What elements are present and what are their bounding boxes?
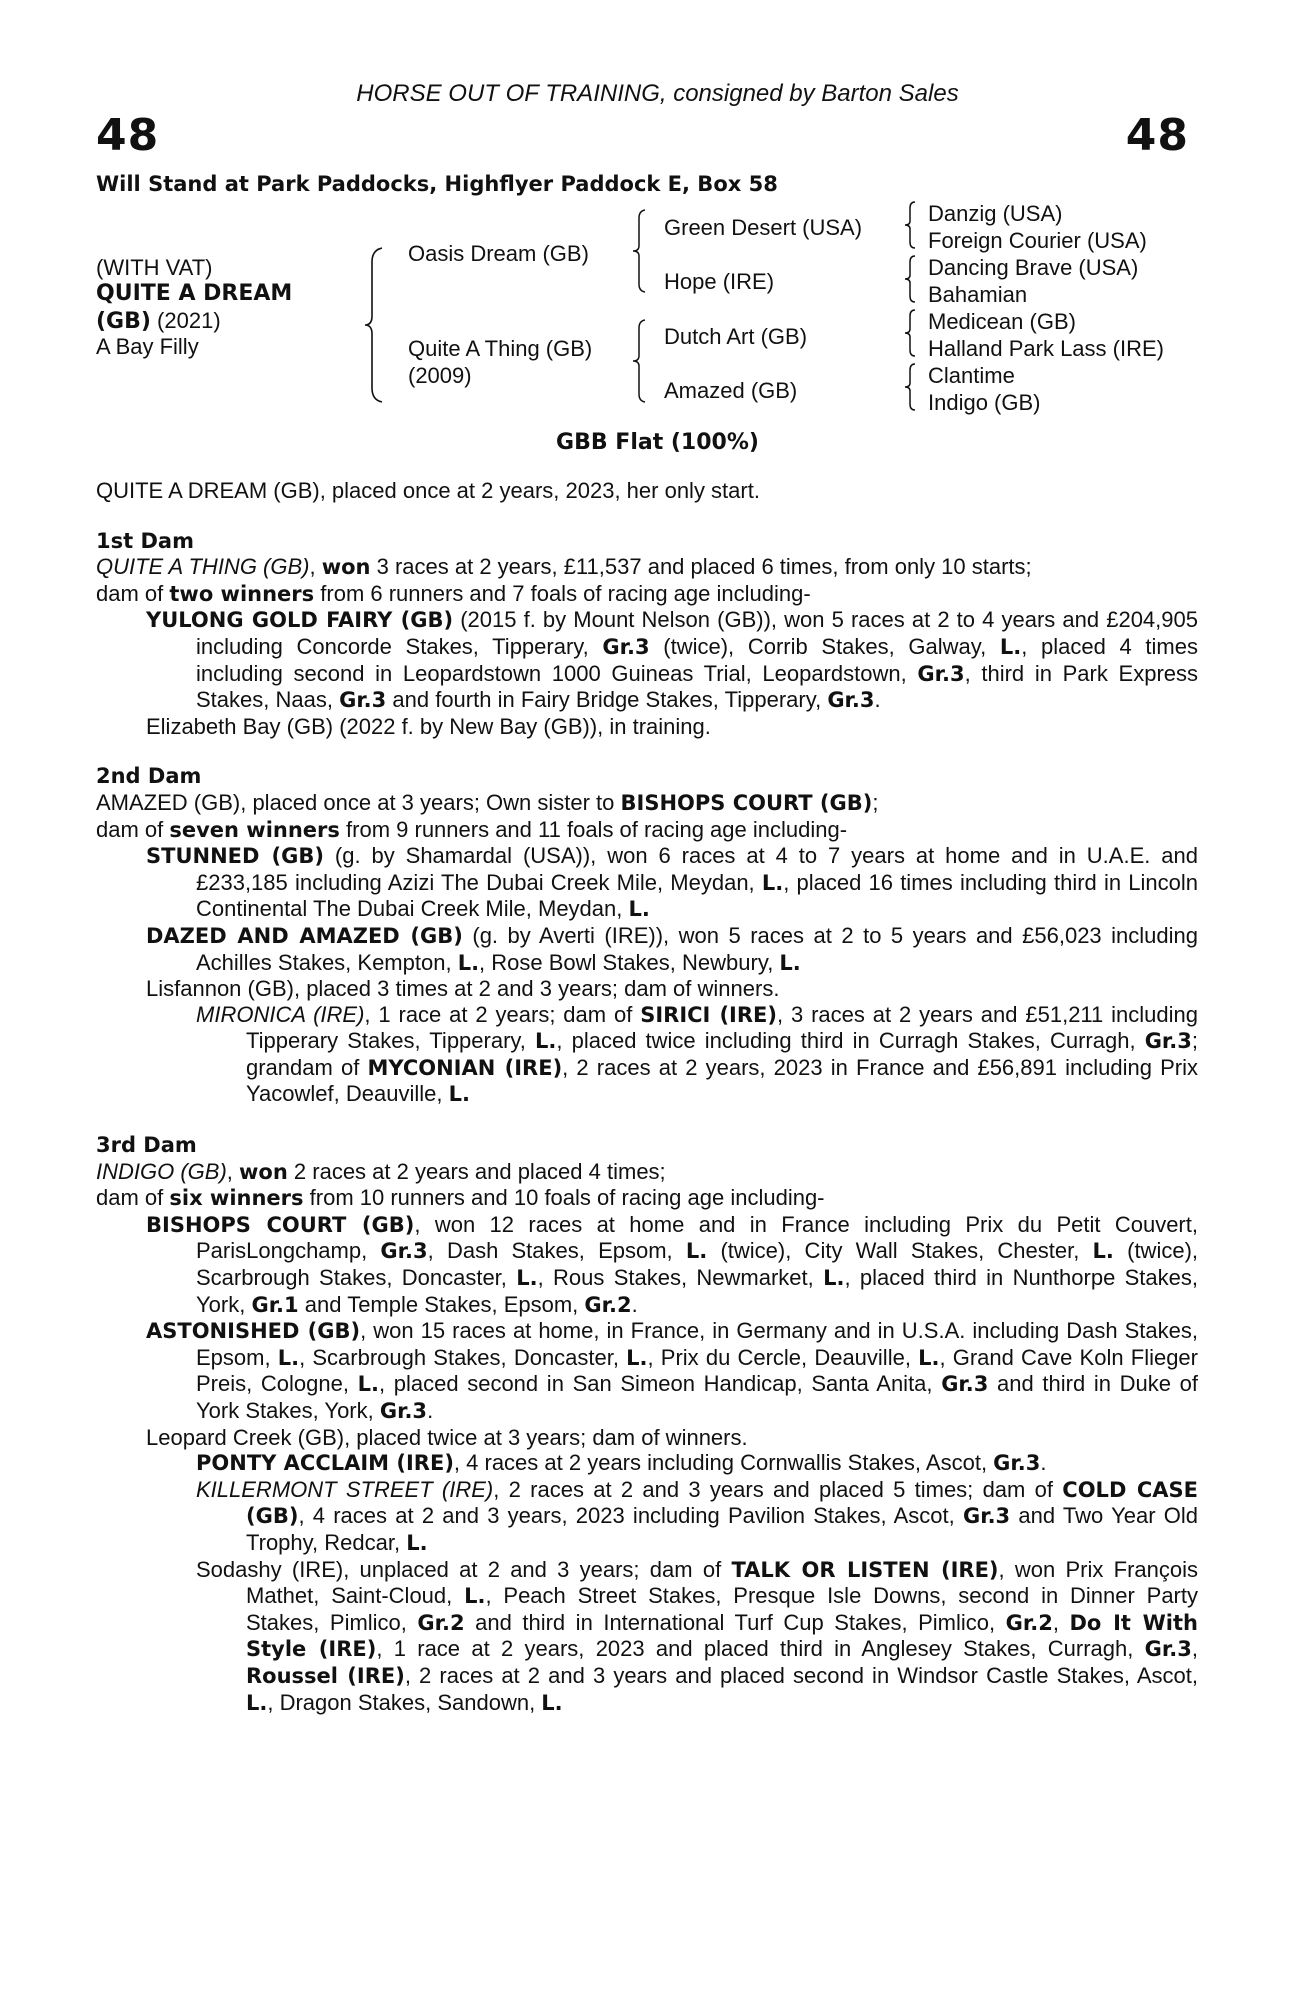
pedigree-brace-sire <box>630 208 648 294</box>
text-run: and fourth in Fairy Bridge Stakes, Tipperary, <box>386 687 828 713</box>
bold-text: L. <box>918 1345 940 1370</box>
first-dam-section <box>96 529 1198 740</box>
pedigree-brace-g3-3 <box>902 308 918 358</box>
produce-entry <box>96 1002 1198 1108</box>
pedigree-dam-sire: Dutch Art (GB) <box>664 324 808 349</box>
bold-text: two winners <box>169 581 315 606</box>
bold-text: L. <box>457 950 480 975</box>
text-run: , Scarbrough Stakes, Doncaster, <box>299 1344 627 1370</box>
bold-text: L. <box>626 1345 648 1370</box>
bold-text: L. <box>357 1372 379 1397</box>
produce-entry <box>96 843 1198 923</box>
text-run: dam of <box>96 1185 170 1211</box>
text-run: (2015 f. by Mount Nelson (GB)), won 5 races at 2 to 4 years and £204,905 including Concorde Stakes, Tipperary, <box>196 607 1198 659</box>
bold-text: YULONG GOLD FAIRY (GB) <box>146 608 454 633</box>
produce-entry <box>96 1477 1198 1557</box>
bold-text: Do It With Style (IRE) <box>246 1610 1198 1662</box>
text-run: , 4 races at 2 and 3 years, 2023 including Pavilion Stakes, Ascot, <box>298 1503 963 1529</box>
horse-year: (2021) <box>150 308 221 333</box>
text-run: dam of <box>96 816 170 842</box>
produce-entry <box>96 1557 1198 1717</box>
dam-line <box>96 554 1198 581</box>
text-run: , Rose Bowl Stakes, Newbury, <box>479 949 780 975</box>
bold-text: L. <box>779 950 801 975</box>
dam-line <box>96 790 1198 817</box>
bold-text: ASTONISHED (GB) <box>146 1319 361 1344</box>
first-dam-heading: 1st Dam <box>96 528 194 553</box>
pedigree-brace-dam <box>630 318 648 404</box>
pedigree-sire: Oasis Dream (GB) <box>408 241 589 266</box>
italic-text: MIRONICA (IRE) <box>196 1001 365 1027</box>
bold-text: Gr.3 <box>602 634 650 659</box>
bold-text: L. <box>464 1584 486 1609</box>
bold-text: BISHOPS COURT (GB) <box>620 790 873 815</box>
text-run: ; grandam of <box>246 1028 1199 1080</box>
text-run: , 4 races at 2 years including Cornwallis Stakes, Ascot, <box>453 1450 994 1476</box>
text-run: , 2 races at 2 years, 2023 in France and £56,891 including Prix Yacowlef, Deauville, <box>246 1054 1198 1107</box>
pedigree-brace-g3-4 <box>902 362 918 412</box>
pedigree-g3-item: Indigo (GB) <box>928 390 1041 415</box>
bold-text: MYCONIAN (IRE) <box>367 1055 563 1080</box>
text-run: (twice), Corrib Stakes, Galway, <box>649 633 1000 659</box>
bold-text: Gr.3 <box>380 1239 428 1264</box>
text-run: (twice), Scarbrough Stakes, Doncaster, <box>196 1238 1199 1291</box>
text-run: (twice), City Wall Stakes, Chester, <box>707 1238 1093 1264</box>
bold-text: Gr.3 <box>827 688 875 713</box>
bold-text: L. <box>516 1266 538 1291</box>
text-run: , <box>226 1158 240 1184</box>
produce-entry <box>96 607 1198 713</box>
text-run: , <box>309 554 322 580</box>
bold-text: Gr.3 <box>941 1372 989 1397</box>
horse-name: QUITE A DREAM <box>96 281 293 306</box>
bold-text: L. <box>999 634 1022 659</box>
text-run: from 10 runners and 10 foals of racing age including- <box>303 1185 825 1211</box>
bold-text: L. <box>685 1239 708 1264</box>
text-run: , 2 races at 2 and 3 years and placed second in Windsor Castle Stakes, Ascot, <box>404 1662 1198 1688</box>
text-run: , placed second in San Simeon Handicap, Santa Anita, <box>378 1371 942 1397</box>
bold-text: BISHOPS COURT (GB) <box>146 1212 415 1237</box>
text-run: , Rous Stakes, Newmarket, <box>537 1265 824 1291</box>
bold-text: Gr.3 <box>993 1451 1041 1476</box>
text-run: , 1 race at 2 years; dam of <box>364 1001 641 1027</box>
text-run: , 2 races at 2 and 3 years and placed 5 times; dam of <box>493 1476 1063 1502</box>
second-dam-heading: 2nd Dam <box>96 764 202 789</box>
bold-text: Gr.3 <box>962 1504 1011 1529</box>
horse-country-year <box>96 307 221 335</box>
text-run: , Prix du Cercle, Deauville, <box>647 1344 919 1370</box>
dam-line <box>96 581 1198 608</box>
produce-entry <box>96 1450 1198 1477</box>
text-run: from 6 runners and 7 foals of racing age including- <box>314 580 811 606</box>
text-run: , 3 races at 2 years and £51,211 including Tipperary Stakes, Tipperary, <box>246 1001 1198 1054</box>
lot-number-right: 48 <box>1125 110 1189 161</box>
text-run: and third in Duke of York Stakes, York, <box>196 1371 1198 1423</box>
text-run: 2 races at 2 years and placed 4 times; <box>287 1158 666 1184</box>
text-run: , Dragon Stakes, Sandown, <box>267 1689 542 1715</box>
text-run: from 9 runners and 11 foals of racing age including- <box>339 816 848 842</box>
horse-country: (GB) <box>96 309 151 334</box>
pedigree-g3-item: Foreign Courier (USA) <box>928 228 1147 253</box>
italic-text: KILLERMONT STREET (IRE) <box>196 1476 494 1502</box>
pedigree-g3-item: Clantime <box>928 363 1015 388</box>
text-run: . <box>631 1291 638 1317</box>
pedigree-g3-item: Halland Park Lass (IRE) <box>928 336 1164 361</box>
lot-number-left: 48 <box>96 110 160 161</box>
bold-text: L. <box>246 1690 268 1715</box>
pedigree-g3-item: Dancing Brave (USA) <box>928 255 1139 280</box>
consignment-line: HORSE OUT OF TRAINING, consigned by Barton Sales <box>356 80 959 107</box>
bold-text: Gr.1 <box>251 1292 299 1317</box>
produce-entry <box>96 923 1198 976</box>
intro-line: QUITE A DREAM (GB), placed once at 2 years, 2023, her only start. <box>96 478 760 503</box>
standing-location: Will Stand at Park Paddocks, Highflyer Paddock E, Box 58 <box>96 172 778 196</box>
text-run: , Dash Stakes, Epsom, <box>427 1238 686 1264</box>
bold-text: Gr.3 <box>1144 1637 1192 1662</box>
produce-entry <box>96 1212 1198 1318</box>
bold-text: Gr.3 <box>379 1399 428 1423</box>
bold-text: L. <box>628 897 650 922</box>
text-run: ; <box>872 789 879 815</box>
text-run: AMAZED (GB), placed once at 3 years; Own sister to <box>96 789 621 815</box>
text-run: , <box>1052 1609 1070 1635</box>
text-run: Sodashy (IRE), unplaced at 2 and 3 years; dam of <box>196 1556 732 1582</box>
pedigree-sire-sire: Green Desert (USA) <box>664 215 863 240</box>
text-run: , placed twice including third in Curragh Stakes, Curragh, <box>556 1028 1145 1054</box>
bold-text: won <box>239 1159 288 1184</box>
text-run: and third in International Turf Cup Stakes, Pimlico, <box>464 1609 1006 1635</box>
vat-status: (WITH VAT) <box>96 255 213 280</box>
text-run: , placed third in Nunthorpe Stakes, York, <box>196 1265 1198 1317</box>
text-run: 3 races at 2 years, £11,537 and placed 6 times, from only 10 starts; <box>370 554 1032 580</box>
produce-entry <box>96 1318 1198 1424</box>
bold-text: COLD CASE (GB) <box>246 1477 1198 1529</box>
pedigree-g3-item: Medicean (GB) <box>928 309 1076 334</box>
dam-line <box>96 1185 1198 1212</box>
produce-entry <box>96 1425 1198 1451</box>
text-run: . <box>427 1398 434 1423</box>
bold-text: Roussel (IRE) <box>246 1663 405 1688</box>
pedigree-brace-g3-2 <box>902 254 918 304</box>
bold-text: L. <box>448 1082 470 1107</box>
text-run: and Two Year Old Trophy, Redcar, <box>246 1503 1198 1555</box>
bold-text: Gr.3 <box>917 661 965 686</box>
third-dam-section <box>96 1133 1198 1716</box>
bold-text: STUNNED (GB) <box>146 844 324 869</box>
gbb-rating: GBB Flat (100%) <box>556 430 759 455</box>
pedigree-brace-g3-1 <box>902 200 918 250</box>
bold-text: Gr.2 <box>1005 1610 1053 1635</box>
pedigree-sire-dam: Hope (IRE) <box>664 269 775 294</box>
second-dam-section <box>96 764 1198 1108</box>
bold-text: L. <box>823 1266 845 1291</box>
text-run: , 1 race at 2 years, 2023 and placed third in Anglesey Stakes, Curragh, <box>376 1636 1145 1662</box>
bold-text: Gr.3 <box>1144 1029 1192 1054</box>
text-run: , placed 16 times including third in Lincoln Continental The Dubai Creek Mile, Meydan, <box>196 869 1198 922</box>
text-run: . <box>1040 1450 1047 1476</box>
bold-text: TALK OR LISTEN (IRE) <box>731 1557 999 1582</box>
produce-entry <box>96 976 1198 1002</box>
bold-text: Gr.2 <box>584 1292 632 1317</box>
horse-description: A Bay Filly <box>96 334 199 359</box>
bold-text: seven winners <box>169 817 340 842</box>
pedigree-dam-dam: Amazed (GB) <box>664 378 798 403</box>
text-run: , Grand Cave Koln Flieger Preis, Cologne, <box>196 1344 1198 1397</box>
bold-text: L. <box>535 1029 557 1054</box>
bold-text: six winners <box>169 1186 304 1211</box>
bold-text: L. <box>406 1530 428 1555</box>
dam-line <box>96 1159 1198 1186</box>
bold-text: L. <box>761 870 784 895</box>
text-run: , <box>1191 1636 1198 1662</box>
bold-text: SIRICI (IRE) <box>640 1002 777 1027</box>
pedigree-dam: Quite A Thing (GB) <box>408 336 593 361</box>
bold-text: won <box>321 555 371 580</box>
produce-entry <box>96 714 1198 740</box>
text-run: (g. by Shamardal (USA)), won 6 races at 4 to 7 years at home and in U.A.E. and £233,185 including Azizi The Dubai Creek Mile, Meydan, <box>196 843 1198 895</box>
text-run: Lisfannon (GB), placed 3 times at 2 and 3 years; dam of winners. <box>146 976 780 1002</box>
text-run: Elizabeth Bay (GB) (2022 f. by New Bay (GB)), in training. <box>146 713 711 739</box>
text-run: , won Prix François Mathet, Saint-Cloud, <box>246 1556 1198 1609</box>
text-run: dam of <box>96 580 170 606</box>
text-run: Leopard Creek (GB), placed twice at 3 years; dam of winners. <box>146 1424 748 1450</box>
italic-text: INDIGO (GB) <box>96 1158 227 1184</box>
bold-text: PONTY ACCLAIM (IRE) <box>196 1451 454 1476</box>
italic-text: QUITE A THING (GB) <box>96 554 310 580</box>
dam-line <box>96 817 1198 844</box>
text-run: , Peach Street Stakes, Presque Isle Downs, second in Dinner Party Stakes, Pimlico, <box>246 1583 1198 1635</box>
text-run: , won 12 races at home and in France including Prix du Petit Couvert, ParisLongchamp, <box>196 1211 1198 1264</box>
pedigree-dam-year: (2009) <box>408 363 472 388</box>
pedigree-brace-main <box>362 246 386 404</box>
text-run: (g. by Averti (IRE)), won 5 races at 2 to 5 years and £56,023 including Achilles Stakes, Kempton, <box>196 922 1198 975</box>
bold-text: DAZED AND AMAZED (GB) <box>146 923 463 948</box>
text-run: , third in Park Express Stakes, Naas, <box>196 660 1199 713</box>
bold-text: L. <box>1092 1239 1114 1264</box>
bold-text: Gr.3 <box>339 688 387 713</box>
bold-text: L. <box>541 1690 563 1715</box>
text-run: and Temple Stakes, Epsom, <box>298 1291 585 1317</box>
bold-text: Gr.2 <box>417 1610 465 1635</box>
text-run: . <box>874 687 881 713</box>
bold-text: L. <box>277 1345 300 1370</box>
catalogue-body <box>96 478 1198 1716</box>
third-dam-heading: 3rd Dam <box>96 1133 197 1158</box>
pedigree-g3-item: Danzig (USA) <box>928 201 1063 226</box>
pedigree-g3-item: Bahamian <box>928 282 1028 307</box>
text-run: , won 15 races at home, in France, in Germany and in U.S.A. including Dash Stakes, Epsom, <box>196 1318 1199 1370</box>
text-run: , placed 4 times including second in Leopardstown 1000 Guineas Trial, Leopardstown, <box>196 633 1198 686</box>
